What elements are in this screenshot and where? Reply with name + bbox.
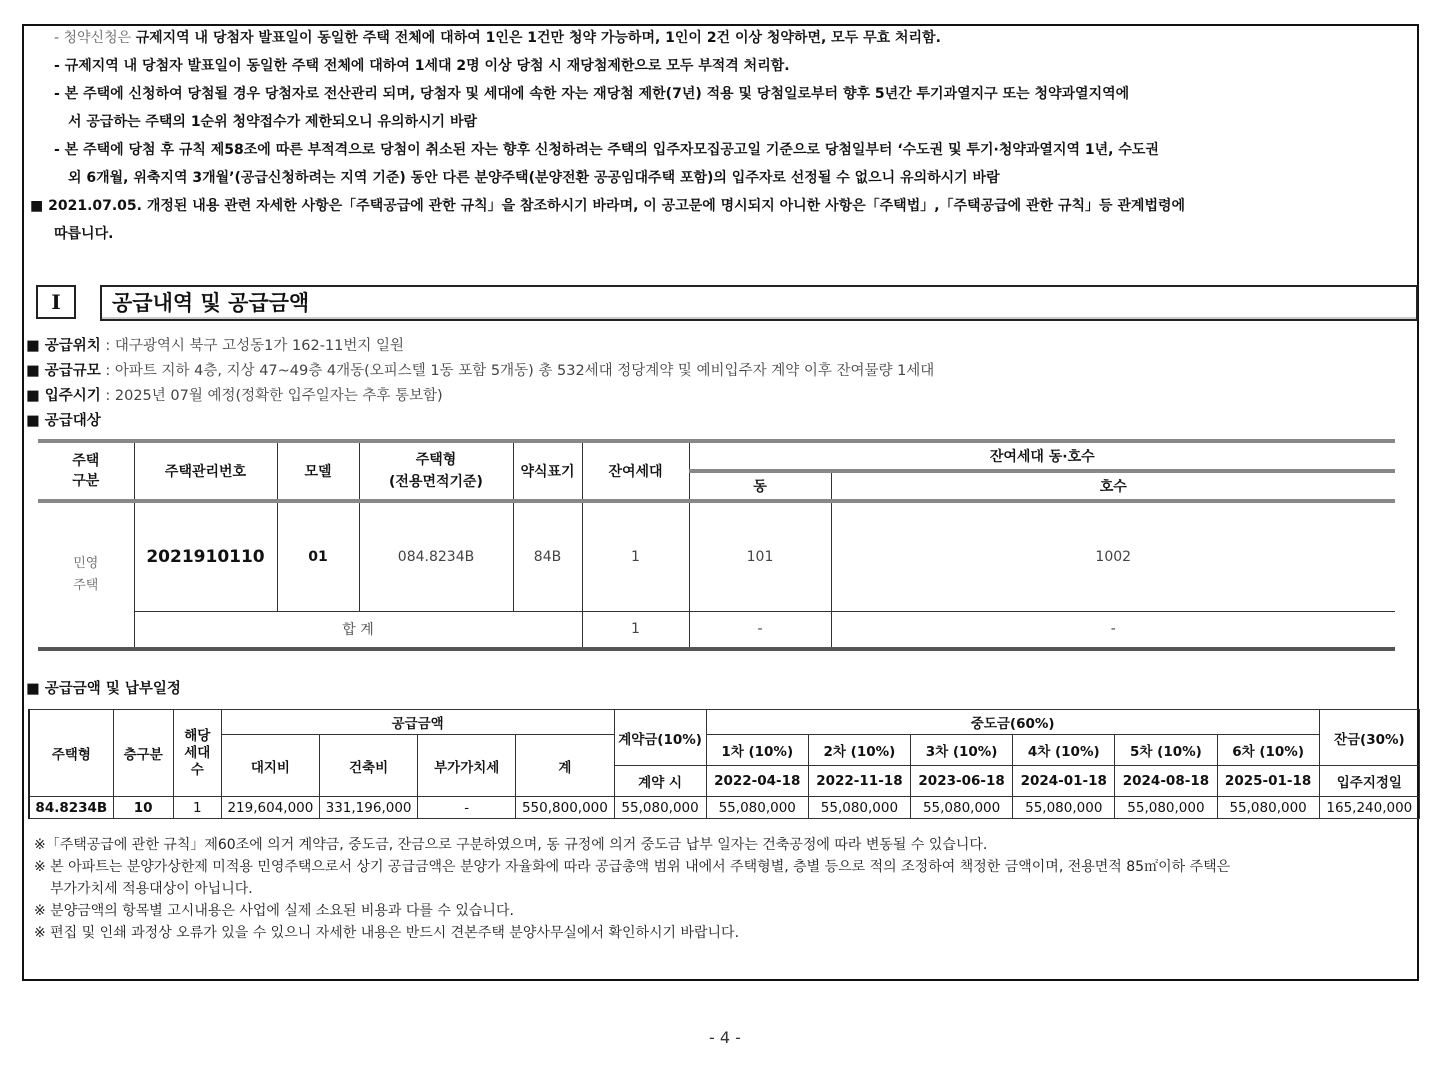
cell-vat: - (418, 797, 516, 819)
cell-floor: 10 (113, 797, 173, 819)
cell-house-kind: 민영 주택 (38, 501, 134, 649)
cell-units: 1 (173, 797, 221, 819)
cell-type: 84.8234B (29, 797, 113, 819)
col-type: 주택형 (29, 710, 113, 797)
cell-mid-2: 55,080,000 (808, 797, 910, 819)
section-number: I (36, 285, 76, 319)
col-short: 약식표기 (513, 441, 582, 501)
col-balance: 잔금(30%) (1319, 710, 1419, 766)
col-remaining: 잔여세대 (582, 441, 689, 501)
date-mid-1: 2022-04-18 (706, 766, 808, 797)
cell-mid-1: 55,080,000 (706, 797, 808, 819)
col-mid-4: 4차 (10%) (1013, 735, 1115, 766)
cell-mid-6: 55,080,000 (1217, 797, 1319, 819)
footnote-3: ※ 분양금액의 항목별 고시내용은 사업에 실제 소요된 비용과 다를 수 있습니다. (34, 903, 514, 919)
col-units: 해당 세대 수 (173, 710, 221, 797)
col-mid-5: 5차 (10%) (1115, 735, 1217, 766)
cell-balance: 165,240,000 (1319, 797, 1419, 819)
table-row (38, 501, 1395, 611)
cell-short: 84B (513, 501, 582, 611)
page-number: - 4 - (709, 1028, 741, 1047)
cell-model: 01 (277, 501, 359, 611)
notice-line-2: - 규제지역 내 당첨자 발표일이 동일한 주택 전체에 대하여 1세대 2명 이상 당첨 시 재당첨제한으로 모두 부적격 처리함. (54, 58, 790, 74)
info-label: ■ 공급위치 (26, 338, 101, 354)
date-mid-4: 2024-01-18 (1013, 766, 1115, 797)
date-mid-3: 2023-06-18 (911, 766, 1013, 797)
footnotes (34, 834, 1414, 944)
col-supply-group: 공급금액 (221, 710, 614, 735)
cell-mid-4: 55,080,000 (1013, 797, 1115, 819)
col-land: 대지비 (221, 735, 319, 797)
notice-line-4a: - 본 주택에 당첨 후 규칙 제58조에 따른 부적격으로 당첨이 취소된 자는 향후 신청하려는 주택의 입주자모집공고일 기준으로 당첨일부터 ‘수도권 및 투기·청약과열지역 1년, 수도권 (54, 142, 1159, 158)
col-balance-when: 입주지정일 (1319, 766, 1419, 797)
col-ho: 호수 (831, 471, 1395, 501)
col-dong: 동 (689, 471, 831, 501)
col-vat: 부가가치세 (418, 735, 516, 797)
supply-scale (26, 361, 934, 381)
info-value: : 아파트 지하 4층, 지상 47~49층 4개동(오피스텔 1동 포함 5개동) 총 532세대 정당계약 및 예비입주자 계약 이후 잔여물량 1세대 (105, 363, 935, 379)
col-mgmt-no: 주택관리번호 (134, 441, 277, 501)
col-house-kind: 주택 구분 (38, 441, 134, 501)
col-mid-3: 3차 (10%) (911, 735, 1013, 766)
notice-line-4b: 외 6개월, 위축지역 3개월’(공급신청하려는 지역 기준) 동안 다른 분양주택(분양전환 공공임대주택 포함)의 입주자로 선정될 수 없으니 유의하시기 바람 (68, 170, 1000, 186)
col-floor: 층구분 (113, 710, 173, 797)
footnote-2a: ※ 본 아파트는 분양가상한제 미적용 민영주택으로서 상기 공급금액은 분양가 자율화에 따라 공급총액 범위 내에서 주택형별, 층별 등으로 적의 조정하여 책정한 금액이며, 전용면적 85㎡이하 주택은 (34, 859, 1231, 875)
remaining-units-table (38, 439, 1395, 651)
cell-mid-5: 55,080,000 (1115, 797, 1217, 819)
cell-total-remaining: 1 (582, 611, 689, 649)
notice-prefix: - 청약신청은 (54, 30, 136, 46)
date-mid-2: 2022-11-18 (808, 766, 910, 797)
col-total: 계 (516, 735, 614, 797)
col-mid-1: 1차 (10%) (706, 735, 808, 766)
info-label: ■ 공급금액 및 납부일정 (26, 681, 181, 697)
col-contract: 계약금(10%) (614, 710, 706, 766)
cell-mgmt-no: 2021910110 (134, 501, 277, 611)
col-mid-group: 중도금(60%) (706, 710, 1319, 735)
date-mid-5: 2024-08-18 (1115, 766, 1217, 797)
info-label: ■ 공급규모 (26, 363, 101, 379)
cell-total-dong: - (689, 611, 831, 649)
notice-line-3b: 서 공급하는 주택의 1순위 청약접수가 제한되오니 유의하시기 바람 (68, 114, 478, 130)
col-contract-when: 계약 시 (614, 766, 706, 797)
notice-line-5b: 따릅니다. (54, 226, 114, 242)
cell-mid-3: 55,080,000 (911, 797, 1013, 819)
date-mid-6: 2025-01-18 (1217, 766, 1319, 797)
price-schedule-table (28, 709, 1420, 819)
col-house-type: 주택형 (전용면적기준) (359, 441, 513, 501)
cell-build: 331,196,000 (319, 797, 417, 819)
table-total-row (38, 611, 1395, 649)
supply-target (26, 411, 101, 431)
col-mid-2: 2차 (10%) (808, 735, 910, 766)
footnote-4: ※ 편집 및 인쇄 과정상 오류가 있을 수 있으니 자세한 내용은 반드시 견본주택 분양사무실에서 확인하시기 바랍니다. (34, 925, 740, 941)
col-unit-group: 잔여세대 동·호수 (689, 441, 1395, 471)
supply-location (26, 336, 404, 356)
notice-line-5a: ■ 2021.07.05. 개정된 내용 관련 자세한 사항은「주택공급에 관한 규칙」을 참조하시기 바라며, 이 공고문에 명시되지 아니한 사항은「주택법」,「주택공급에 관한 규칙」등 관계법령에 (30, 198, 1186, 214)
info-value: : 2025년 07월 예정(정확한 입주일자는 추후 통보함) (105, 388, 443, 404)
table-row (29, 797, 1420, 819)
info-value: : 대구광역시 북구 고성동1가 162-11번지 일원 (105, 338, 405, 354)
cell-total-label: 합 계 (134, 611, 582, 649)
col-mid-6: 6차 (10%) (1217, 735, 1319, 766)
info-label: ■ 공급대상 (26, 413, 101, 429)
notice-line-3a: - 본 주택에 신청하여 당첨될 경우 당첨자로 전산관리 되며, 당첨자 및 세대에 속한 자는 재당첨 제한(7년) 적용 및 당첨일로부터 향후 5년간 투기과열지구 또는 청약과열지역에 (54, 86, 1130, 102)
notice-list (30, 24, 1419, 248)
cell-land: 219,604,000 (221, 797, 319, 819)
price-schedule-label (26, 679, 181, 699)
col-build: 건축비 (319, 735, 417, 797)
info-label: ■ 입주시기 (26, 388, 101, 404)
cell-total-ho: - (831, 611, 1395, 649)
cell-ho: 1002 (831, 501, 1395, 611)
notice-text: 규제지역 내 당첨자 발표일이 동일한 주택 전체에 대하여 1인은 1건만 청약 가능하며, 1인이 2건 이상 청약하면, 모두 무효 처리함. (135, 30, 941, 46)
cell-total: 550,800,000 (516, 797, 614, 819)
col-model: 모델 (277, 441, 359, 501)
footnote-1: ※「주택공급에 관한 규칙」제60조에 의거 계약금, 중도금, 잔금으로 구분하였으며, 동 규정에 의거 중도금 납부 일자는 건축공정에 따라 변동될 수 있습니다. (34, 837, 988, 853)
cell-dong: 101 (689, 501, 831, 611)
cell-house-type: 084.8234B (359, 501, 513, 611)
footnote-2b: 부가가치세 적용대상이 아닙니다. (50, 881, 253, 897)
move-in-date (26, 386, 443, 406)
cell-remaining: 1 (582, 501, 689, 611)
cell-contract: 55,080,000 (614, 797, 706, 819)
section-title: 공급내역 및 공급금액 (100, 285, 1418, 321)
notice-line-1 (34, 24, 1419, 52)
